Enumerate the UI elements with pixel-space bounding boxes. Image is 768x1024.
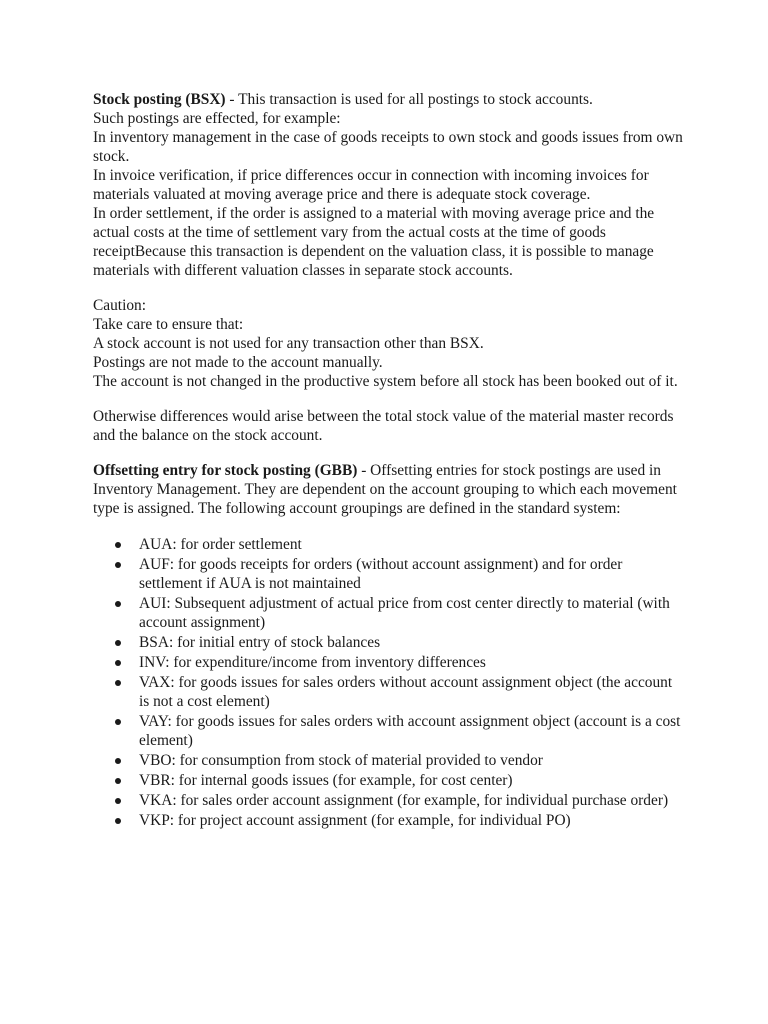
- list-item: AUI: Subsequent adjustment of actual price from cost center directly to material (with account assignment): [93, 594, 683, 632]
- list-item: INV: for expenditure/income from inventory differences: [93, 653, 683, 672]
- bullet-icon: [115, 778, 121, 784]
- bullet-icon: [115, 719, 121, 725]
- bullet-icon: [115, 601, 121, 607]
- bsx-line: In order settlement, if the order is assigned to a material with moving average price and the actual costs at the time of settlement vary from the actual costs at the time of goods receiptBecause this transaction is dependent on the valuation class, it is possible to manage materials with different valuation classes in separate stock accounts.: [93, 205, 655, 279]
- bullet-icon: [115, 562, 121, 568]
- list-item: VAX: for goods issues for sales orders without account assignment object (the account is not a cost element): [93, 673, 683, 711]
- caution-line: Take care to ensure that:: [93, 316, 244, 333]
- list-item: VBO: for consumption from stock of material provided to vendor: [93, 751, 683, 770]
- bullet-icon: [115, 542, 121, 548]
- bullet-icon: [115, 640, 121, 646]
- caution-line: Postings are not made to the account manually.: [93, 354, 383, 371]
- bsx-lead: - This transaction is used for all postings to stock accounts.: [225, 91, 593, 108]
- list-item: VKA: for sales order account assignment (for example, for individual purchase order): [93, 791, 683, 810]
- list-item: VBR: for internal goods issues (for example, for cost center): [93, 771, 683, 790]
- caution-line: The account is not changed in the productive system before all stock has been booked out of it.: [93, 373, 678, 390]
- bullet-icon: [115, 680, 121, 686]
- bsx-line: In inventory management in the case of goods receipts to own stock and goods issues from own stock.: [93, 129, 683, 165]
- caution-line: Caution:: [93, 297, 147, 314]
- account-grouping-list: [93, 535, 683, 830]
- bullet-icon: [115, 798, 121, 804]
- list-item: BSA: for initial entry of stock balances: [93, 633, 683, 652]
- gbb-paragraph: [93, 461, 683, 518]
- list-item: AUA: for order settlement: [93, 535, 683, 554]
- bsx-line: In invoice verification, if price differences occur in connection with incoming invoices for materials valuated at moving average price and there is adequate stock coverage.: [93, 167, 649, 203]
- bullet-icon: [115, 818, 121, 824]
- gbb-lead: - Offsetting entries for stock postings are used in Inventory Management. They are dependent on the account grouping to which each movement type is assigned. The following account groupings are defined in the standard system:: [93, 462, 677, 517]
- caution-line: A stock account is not used for any transaction other than BSX.: [93, 335, 484, 352]
- bsx-title: Stock posting (BSX): [93, 91, 226, 108]
- gbb-title: Offsetting entry for stock posting (GBB): [93, 462, 358, 479]
- document-body: [93, 90, 683, 830]
- bullet-icon: [115, 660, 121, 666]
- list-item: VAY: for goods issues for sales orders with account assignment object (account is a cost element): [93, 712, 683, 750]
- bullet-icon: [115, 758, 121, 764]
- bsx-line: Such postings are effected, for example:: [93, 110, 341, 127]
- bsx-paragraph-heading: [93, 90, 683, 109]
- list-item: VKP: for project account assignment (for example, for individual PO): [93, 811, 683, 830]
- list-item: AUF: for goods receipts for orders (without account assignment) and for order settlement if AUA is not maintained: [93, 555, 683, 593]
- otherwise-paragraph: Otherwise differences would arise between the total stock value of the material master records and the balance on the stock account.: [93, 408, 674, 444]
